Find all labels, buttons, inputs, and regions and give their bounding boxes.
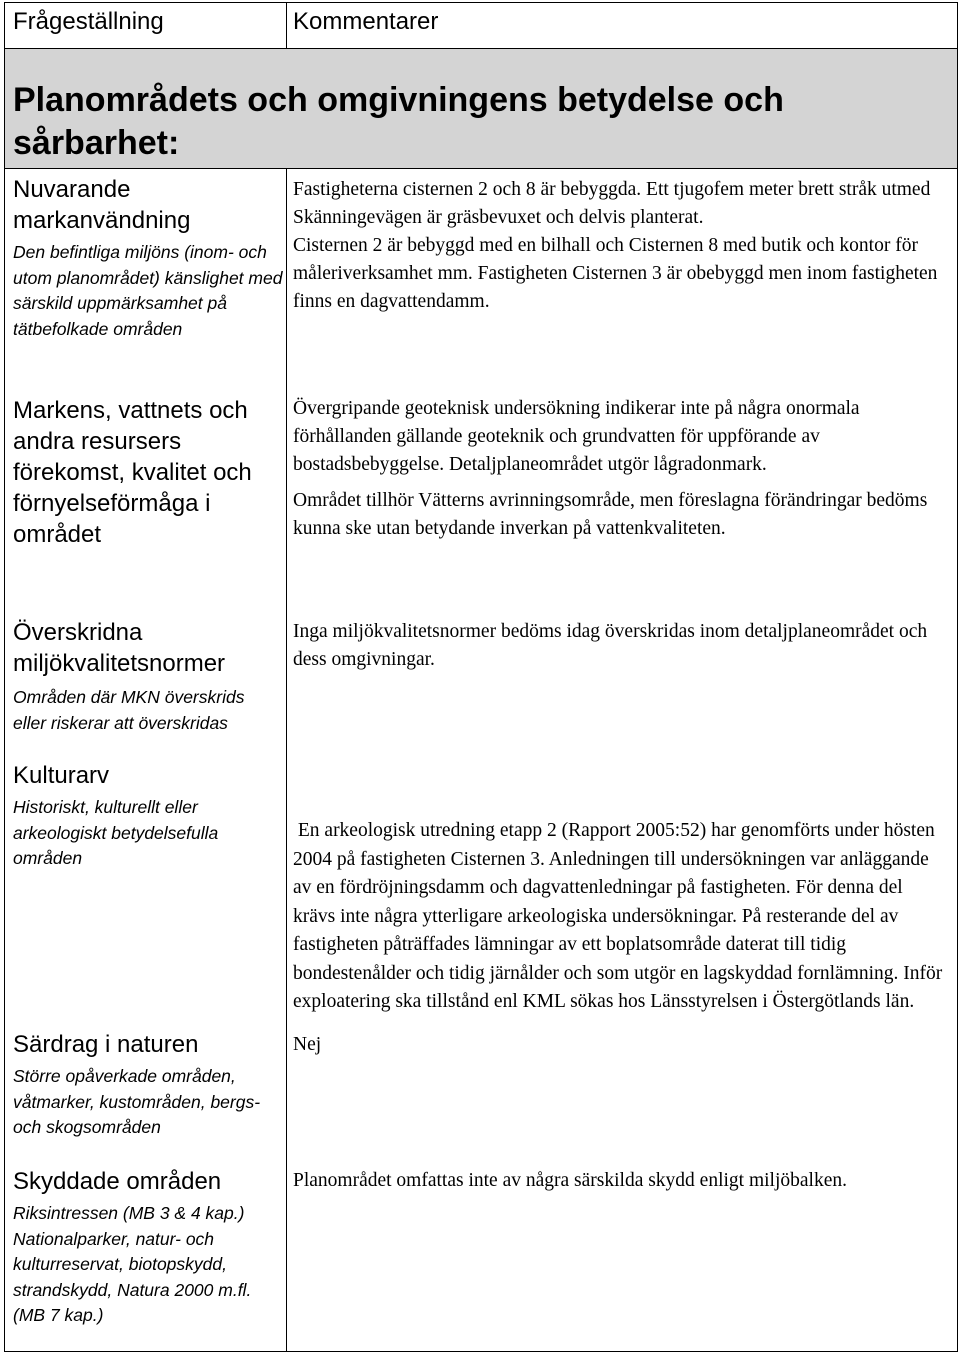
question-cultural-heritage: [13, 760, 281, 872]
comment-paragraph: Cisternen 2 är bebyggd med en bilhall och Cisternen 8 med butik och kontor för måleriverksamhet mm. Fastigheten Cisternen 3 är obebyggd men inom fastigheten finns en dagvattendamm.: [293, 235, 938, 312]
question-heading: Nuvarande markanvändning: [13, 176, 191, 234]
comment-current-land-use: [293, 176, 945, 316]
comment-cultural-heritage: [293, 760, 948, 1074]
question-environmental-quality-standards: [13, 617, 273, 736]
comment-paragraph: Planområdet omfattas inte av några särskilda skydd enligt miljöbalken.: [293, 1170, 847, 1191]
question-heading: Markens, vattnets och andra resursers förekomst, kvalitet och förnyelseförmåga i området: [13, 397, 252, 548]
title-divider: [5, 168, 957, 169]
header-column-divider: [286, 3, 287, 48]
column-header-comments: Kommentarer: [293, 8, 439, 35]
question-description: Den befintliga miljöns (inom- och utom planområdet) känslighet med särskild uppmärksamhet på tätbefolkade områden: [13, 242, 283, 339]
question-description: Områden där MKN överskrids eller riskerar att överskridas: [13, 687, 245, 733]
comment-paragraph: Övergripande geoteknisk undersökning indikerar inte på några onormala förhållanden gällande geoteknik och grundvatten för uppförande av bostadsbebyggelse. Detaljplaneområdet utgör lågradonmark.: [293, 398, 860, 475]
comment-paragraph: Fastigheterna cisternen 2 och 8 är bebyggda. Ett tjugofem meter brett stråk utmed Skänningevägen är gräsbevuxet och delvis planterat.: [293, 179, 931, 228]
body-column-divider: [286, 168, 287, 1351]
comment-natural-features: [293, 1031, 945, 1059]
comment-paragraph: Området tillhör Vätterns avrinningsområde, men föreslagna förändringar bedöms kunna ske utan betydande inverkan på vattenkvaliteten.: [293, 490, 928, 539]
comment-environmental-quality-standards: [293, 618, 945, 674]
column-header-question: Frågeställning: [13, 8, 164, 35]
question-heading: Kulturarv: [13, 762, 110, 789]
question-protected-areas: [13, 1166, 281, 1329]
question-resources: [13, 395, 281, 550]
question-heading: Överskridna miljökvalitetsnormer: [13, 619, 226, 677]
comment-paragraph: Nej: [293, 1034, 322, 1055]
question-description: Större opåverkade områden, våtmarker, kustområden, bergs- och skogsområden: [13, 1066, 261, 1137]
comment-paragraph: Inga miljökvalitetsnormer bedöms idag överskridas inom detaljplaneområdet och dess omgivningar.: [293, 621, 928, 670]
question-current-land-use: [13, 174, 283, 342]
question-heading: Skyddade områden: [13, 1168, 222, 1195]
comment-protected-areas: [293, 1167, 945, 1195]
question-description: Riksintressen (MB 3 & 4 kap.) Nationalparker, natur- och kulturreservat, biotopskydd, strandskydd, Natura 2000 m.fl. (MB 7 kap.): [13, 1203, 252, 1325]
comment-paragraph: En arkeologisk utredning etapp 2 (Rapport 2005:52) har genomförts under hösten 2004 på fastigheten Cisternen 3. Anledningen till undersökningen var anläggande av en fördröjningsdamm och dagvattenledningar på fastigheten. För denna del krävs inte några ytterligare arkeologiska undersökningar. På resterande del av fastigheten påträffades lämningar av ett boplatsområde daterat till tidig bondestenålder och tidig järnålder och som utgör en lagskyddad fornlämning. Inför exploatering ska tillstånd enl KML sökas hos Länsstyrelsen i Östergötlands län.: [293, 820, 948, 1012]
question-description: Historiskt, kulturellt eller arkeologiskt betydelsefulla områden: [13, 797, 219, 868]
assessment-table: [4, 2, 958, 1352]
comment-resources: [293, 395, 945, 543]
header-divider: [5, 48, 957, 49]
question-heading: Särdrag i naturen: [13, 1031, 199, 1058]
section-title: Planområdets och omgivningens betydelse och sårbarhet:: [13, 81, 784, 162]
question-natural-features: [13, 1029, 281, 1141]
